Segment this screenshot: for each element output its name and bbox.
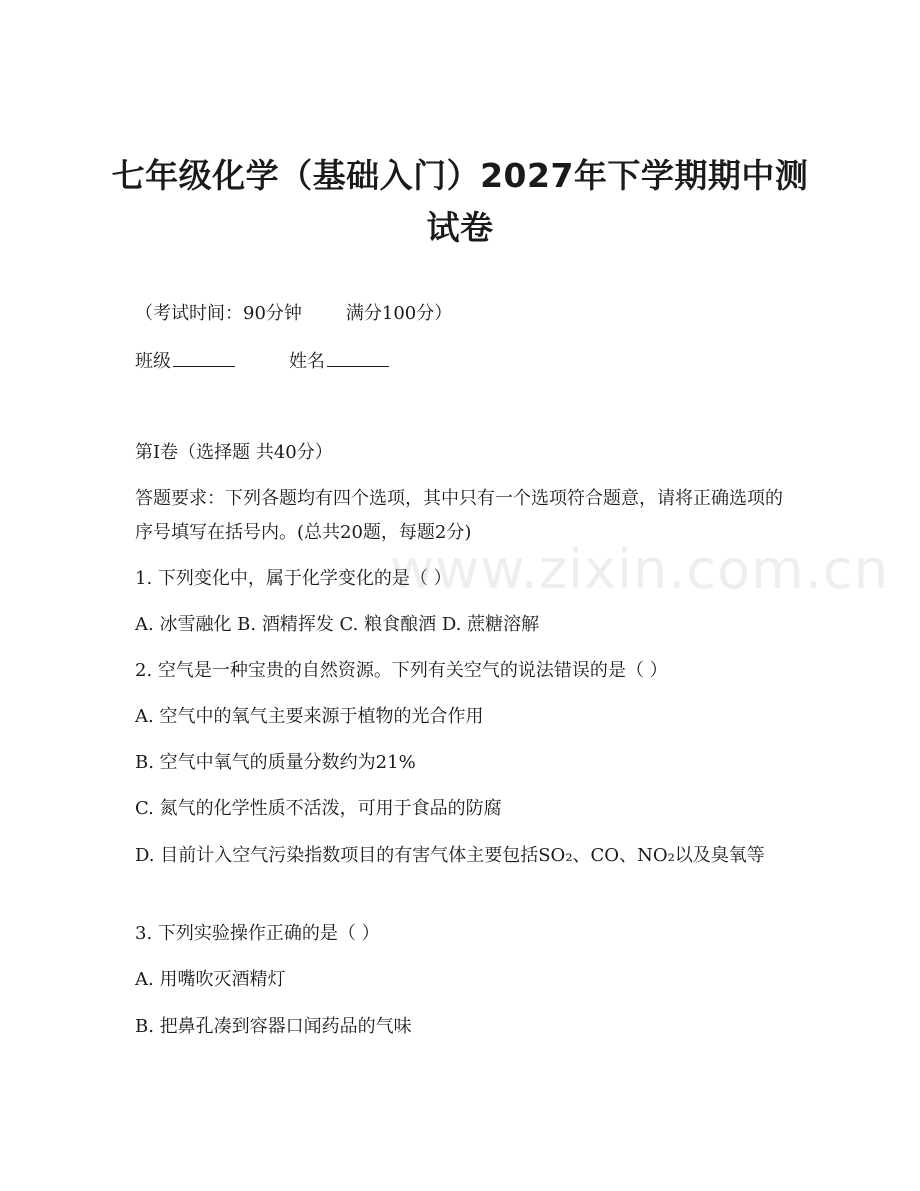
question-2-option-d: D. 目前计入空气污染指数项目的有害气体主要包括SO₂、CO、NO₂以及臭氧等 xyxy=(135,845,765,866)
question-2-option-a: A. 空气中的氧气主要来源于植物的光合作用 xyxy=(135,706,484,727)
name-blank xyxy=(327,348,389,367)
exam-title: 七年级化学（基础入门）2027年下学期期中测试卷 xyxy=(111,156,809,247)
student-info xyxy=(135,345,785,378)
instructions: 答题要求：下列各题均有四个选项，其中只有一个选项符合题意，请将正确选项的序号填写在括号内。(总共20题，每题2分) xyxy=(135,488,783,543)
class-label: 班级 xyxy=(135,351,171,372)
question-3-stem: 3. 下列实验操作正确的是（ ） xyxy=(135,923,380,944)
exam-time: （考试时间：90分钟 xyxy=(135,303,302,324)
question-3-option-a: A. 用嘴吹灭酒精灯 xyxy=(135,969,286,990)
exam-info xyxy=(135,297,785,330)
class-blank xyxy=(173,348,235,367)
exam-full-score: 满分100分） xyxy=(345,303,453,324)
question-3-option-b: B. 把鼻孔凑到容器口闻药品的气味 xyxy=(135,1016,412,1037)
watermark: www.zixin.com.cn xyxy=(390,538,889,601)
question-2-option-c: C. 氮气的化学性质不活泼，可用于食品的防腐 xyxy=(135,798,502,819)
question-2-option-b: B. 空气中氧气的质量分数约为21% xyxy=(135,752,416,773)
section-title: 第I卷（选择题 共40分） xyxy=(135,442,333,463)
question-2-stem: 2. 空气是一种宝贵的自然资源。下列有关空气的说法错误的是（ ） xyxy=(135,660,668,681)
question-1-options: A. 冰雪融化 B. 酒精挥发 C. 粮食酿酒 D. 蔗糖溶解 xyxy=(135,614,540,635)
name-label: 姓名 xyxy=(289,351,325,372)
question-1-stem: 1. 下列变化中，属于化学变化的是（ ） xyxy=(135,568,452,589)
